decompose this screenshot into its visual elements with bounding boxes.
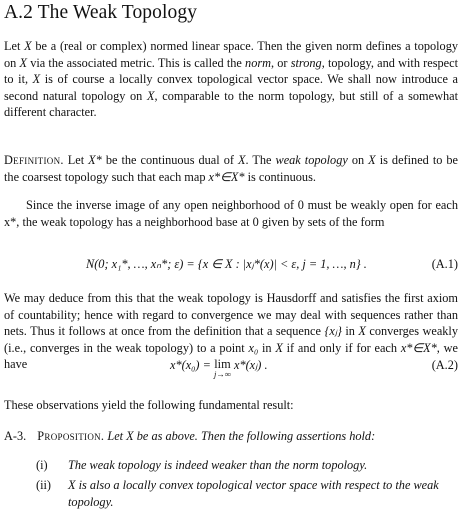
proposition-number: A-3. (4, 429, 27, 443)
math-var: X (358, 324, 366, 339)
observations-paragraph: These observations yield the following fundamental result: (4, 398, 294, 412)
text: be the continuous dual of (101, 153, 238, 167)
text: , comparable to the norm topology, but still of a somewhat different character. (4, 88, 458, 120)
math-var: X* (88, 153, 102, 167)
proposition-heading (4, 428, 458, 445)
text: if and only if for each (282, 340, 401, 355)
list-item-label: (ii) (36, 478, 52, 492)
text: . The (245, 153, 276, 167)
math-var: x₀ (248, 340, 259, 355)
equation-a2-rhs: x*(xⱼ) . (233, 358, 268, 372)
equation-a2-number: (A.2) (431, 358, 458, 372)
term-strong: strong (290, 55, 322, 70)
math-var: X (19, 55, 28, 70)
text: , we have (4, 340, 458, 372)
equation-a1-formula: N(0; x₁*, …, xₙ*; ε) = {x ∈ X : |xⱼ*(x)| < ε, j = 1, …, n} . (86, 257, 367, 271)
equation-a2-formula (170, 358, 268, 379)
term-weak-topology: weak topology (275, 153, 348, 167)
text: is defined to be the coarsest topology such that each map (4, 153, 459, 184)
list-item-text: The weak topology is indeed weaker than the norm topology. (68, 458, 368, 472)
since-paragraph: Since the inverse image of any open neighborhood of 0 must be weakly open for each x*, the weak topology has a neighborhood base at 0 given by sets of the form (4, 198, 458, 229)
text: via the associated metric. This is called the (27, 55, 246, 70)
text: is of course a locally convex topological vector space. We shall now introduce a second natural topology on (4, 72, 458, 103)
math-var: X (24, 39, 32, 53)
equation-a1 (0, 257, 464, 275)
limit-word: lim (214, 357, 231, 371)
proposition-label: Proposition. (37, 429, 105, 443)
text: in (258, 340, 276, 355)
list-item-text: X is also a locally convex topological vector space with respect to the weak topology. (68, 478, 439, 509)
text: Let (4, 39, 25, 53)
text: Let (63, 153, 89, 167)
text: , or (271, 55, 291, 70)
math-var: X (368, 153, 376, 167)
text: , topology, and with respect to it, (4, 55, 459, 87)
proposition-text: Let X be as above. Then the following assertions hold: (104, 429, 376, 443)
term-norm: norm (245, 55, 272, 70)
equation-a2-lhs: x*(x₀) = (170, 358, 214, 372)
math-var: X (237, 153, 246, 167)
math-expr: x*∈X* (208, 169, 245, 184)
intro-paragraph (4, 38, 458, 121)
equation-a2 (0, 357, 464, 379)
section-title: A.2 The Weak Topology (4, 2, 198, 23)
math-var: X (32, 72, 41, 87)
text: in (341, 324, 359, 339)
limit-operator (214, 358, 231, 379)
text: is continuous. (244, 169, 316, 184)
text: converges weakly (i.e., converges in the weak topology) to a point (4, 324, 459, 355)
text: We may deduce from this that the weak topology is Hausdorff and satisfies the first axiom of countability; hence with regard to convergence we may deal with sequences rather than nets. Thus it follows at once from the definition that a sequence (4, 291, 458, 339)
definition-label: Definition. (4, 153, 64, 167)
math-var: X (275, 340, 283, 355)
limit-subscript: j→∞ (213, 369, 231, 379)
text: on (347, 153, 369, 167)
math-var: X (147, 88, 155, 103)
math-expr: x*∈X* (400, 340, 437, 355)
text: be a (real or complex) normed linear space. Then the given norm defines a topology on (4, 39, 458, 70)
list-item-label: (i) (36, 458, 48, 472)
equation-a1-number: (A.1) (431, 257, 458, 271)
definition-paragraph (4, 152, 458, 185)
math-expr: {xⱼ} (324, 324, 342, 339)
